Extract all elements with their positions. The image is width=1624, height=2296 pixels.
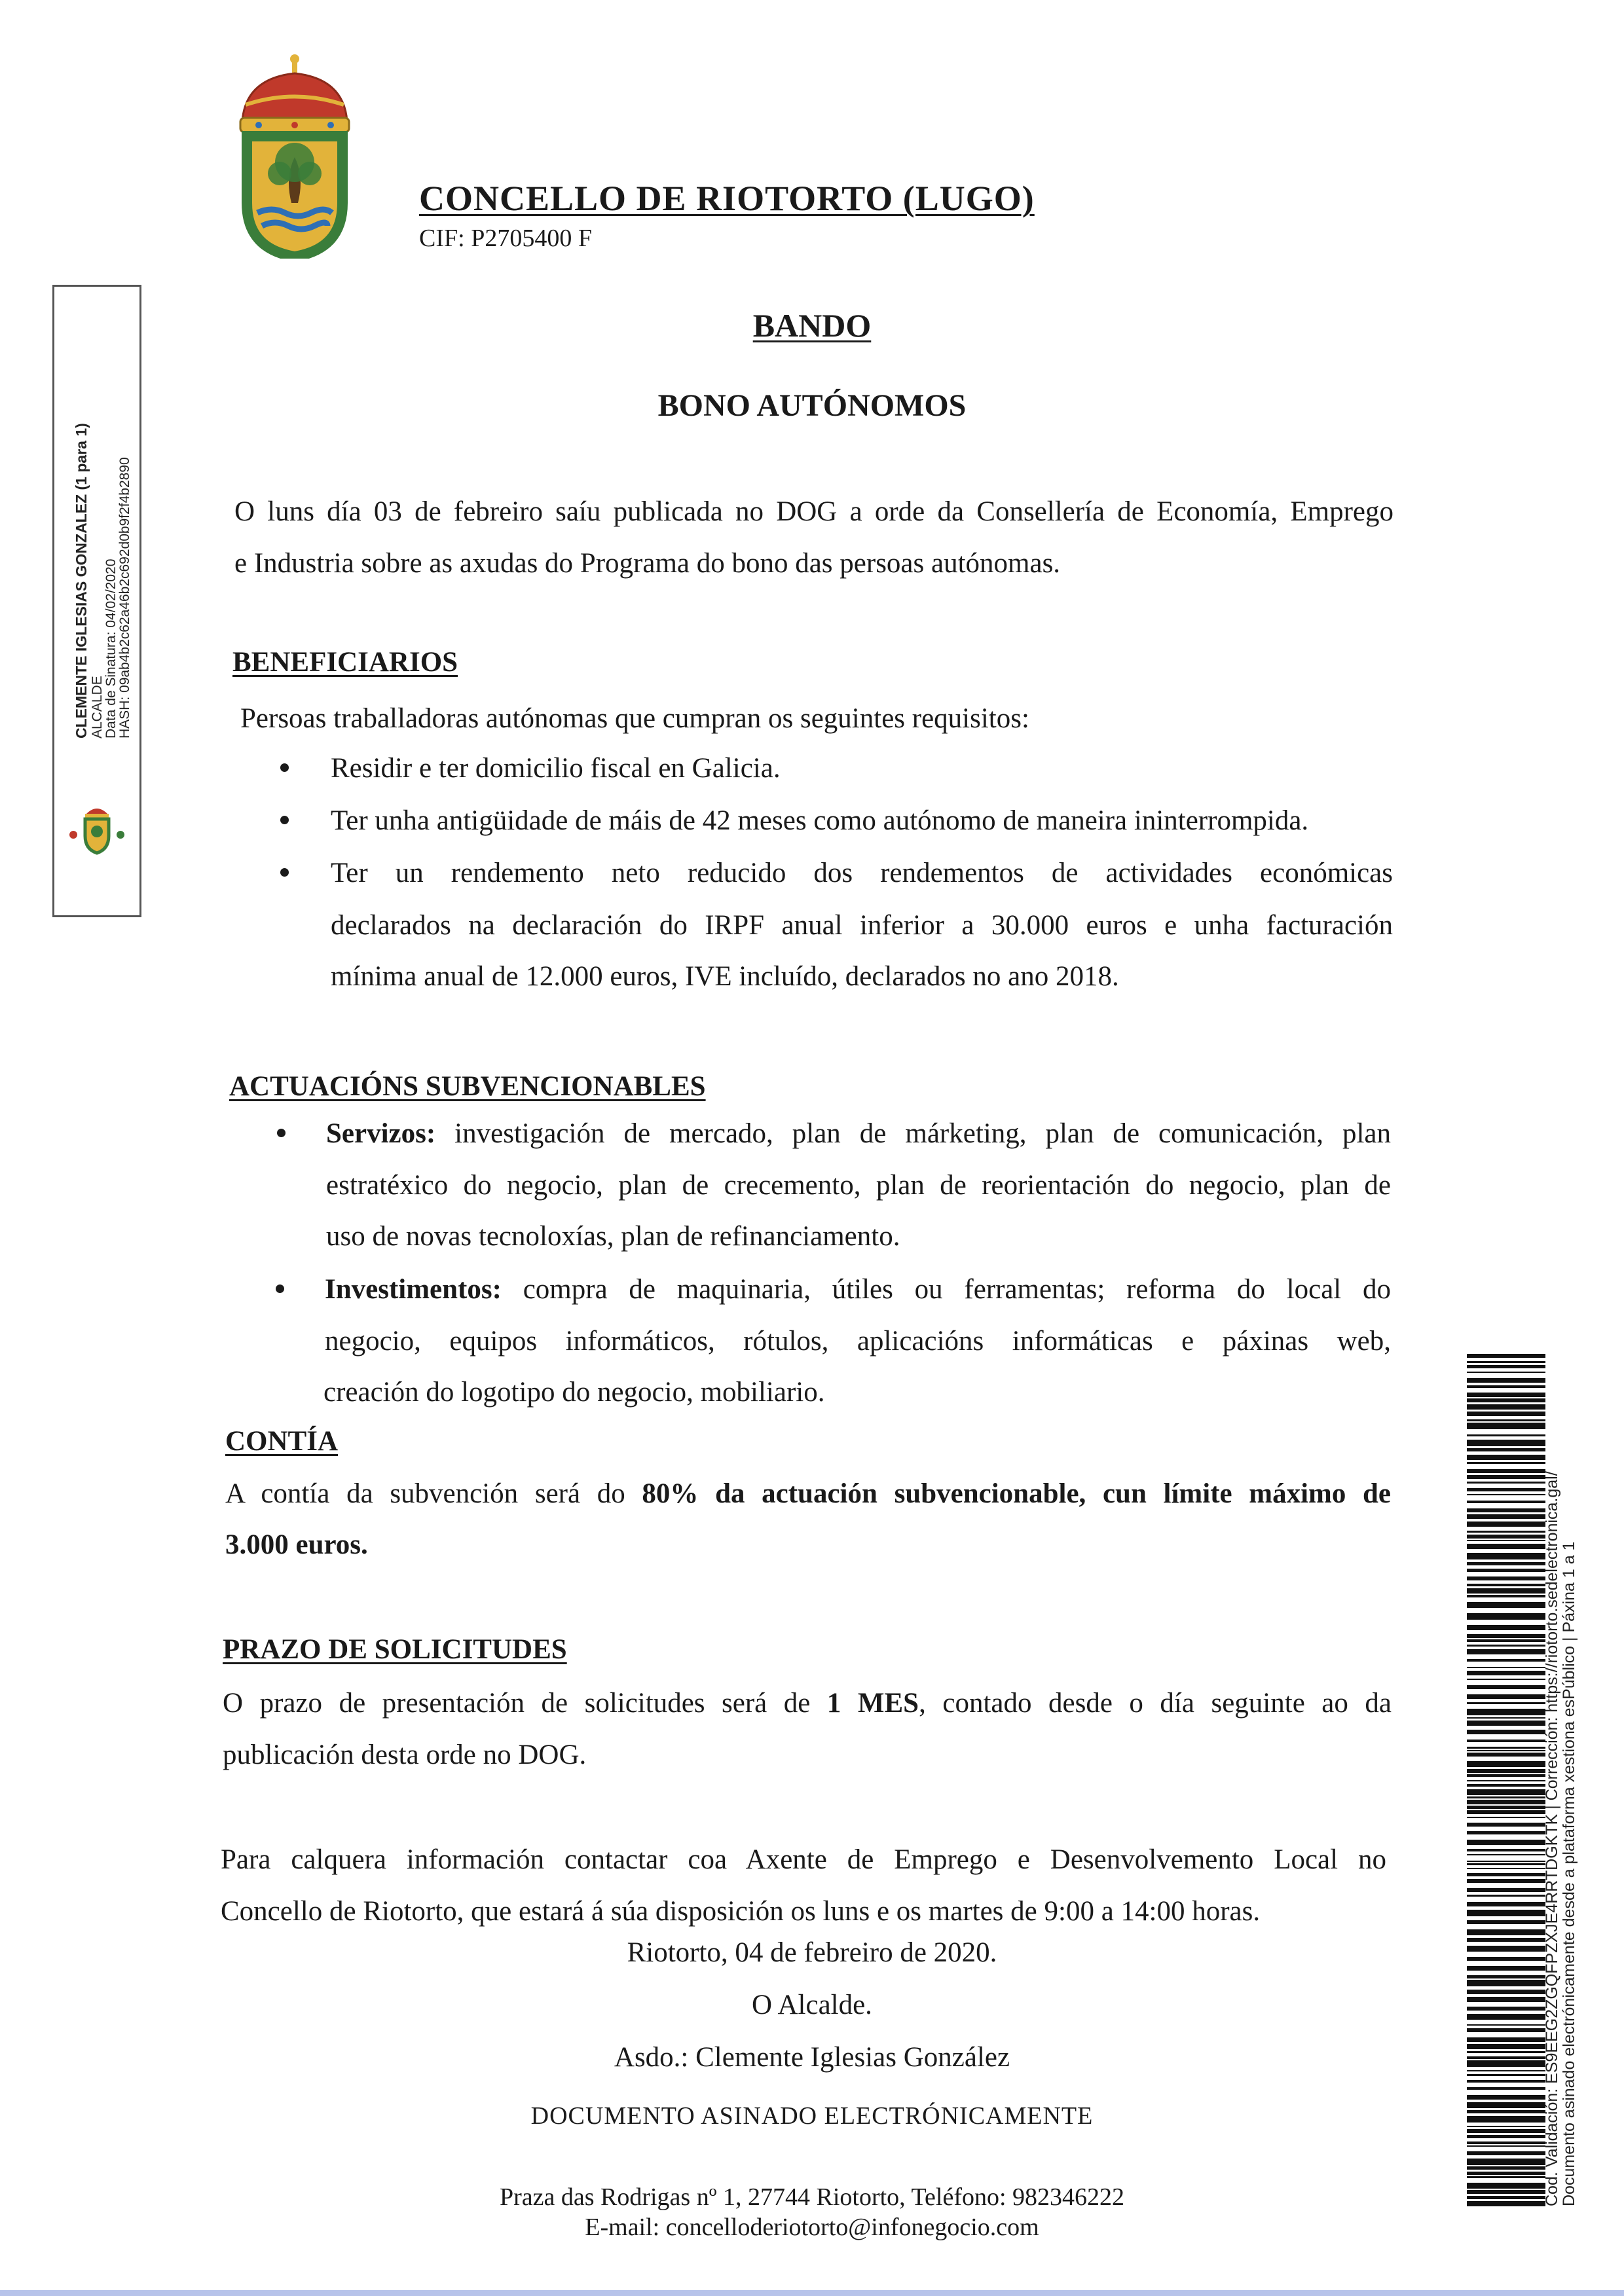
- barcode-bar: [1467, 2074, 1545, 2076]
- organization-cif: CIF: P2705400 F: [419, 225, 592, 252]
- contia-bold-text: 80% da actuación subvencionable, cun límite máximo de: [642, 1478, 1392, 1509]
- requirement-item: Ter unha antigüidade de máis de 42 meses como autónomo de maneira ininterrompida.: [331, 805, 1309, 836]
- barcode-bar: [1467, 1694, 1545, 1699]
- barcode-bar: [1467, 1800, 1545, 1804]
- barcode-bar: [1467, 1863, 1545, 1865]
- barcode-bar: [1467, 1840, 1545, 1845]
- barcode-bar: [1467, 1975, 1545, 1978]
- signer-stamp-date: Data de Sinatura: 04/02/2020: [103, 558, 119, 738]
- barcode-bar: [1467, 2087, 1545, 2090]
- beneficiarios-heading: BENEFICIARIOS: [232, 647, 458, 678]
- document-title: BANDO: [752, 307, 872, 344]
- barcode-bar: [1467, 2126, 1545, 2127]
- barcode-bar: [1467, 1946, 1545, 1952]
- prazo-text-after: , contado desde o día seguinte ao da: [919, 1688, 1392, 1719]
- investimentos-text: compra de maquinaria, útiles ou ferramentas; reforma do local do: [523, 1274, 1391, 1305]
- intro-line-1: O luns día 03 de febreiro saíu publicada no DOG a orde da Consellería de Economía, Emprego: [234, 496, 1393, 527]
- barcode-bar: [1467, 1544, 1545, 1549]
- barcode-bar: [1467, 1861, 1545, 1862]
- signer-role: O Alcalde.: [752, 1990, 872, 2020]
- signer-stamp-role: ALCALDE: [90, 676, 105, 738]
- barcode-bar: [1467, 1553, 1545, 1559]
- bullet-icon: [276, 1285, 284, 1293]
- barcode-bar: [1467, 1806, 1545, 1809]
- barcode-bar: [1467, 1702, 1545, 1704]
- barcode-bar: [1467, 1531, 1545, 1533]
- barcode-bar: [1467, 1625, 1545, 1630]
- requirement-item: Residir e ter domicilio fiscal en Galicia.: [331, 753, 781, 784]
- barcode-bar: [1467, 1780, 1545, 1781]
- barcode-bar: [1467, 2135, 1545, 2138]
- barcode-bar: [1467, 1361, 1545, 1363]
- requirement-item-line: mínima anual de 12.000 euros, IVE incluído, declarados no ano 2018.: [331, 961, 1119, 992]
- signer-stamp-hash: HASH: 09ab4b2c62a46b2c692d0b9f2f4b2890: [117, 457, 132, 738]
- barcode-bar: [1467, 1576, 1545, 1580]
- barcode-bar: [1467, 2102, 1545, 2108]
- barcode-bar: [1467, 1569, 1545, 1572]
- barcode-bar: [1467, 2172, 1545, 2175]
- barcode-bar: [1467, 1588, 1545, 1594]
- barcode-bar: [1467, 1789, 1545, 1795]
- validation-code-line-1: Cod. Validación: ES9EEG2ZGQFPZXJE4RRTDGKTK | Corrección: https://riotorto.sedelectronica.gal/: [1543, 1471, 1561, 2206]
- validation-barcode: [1467, 1354, 1545, 2206]
- barcode-bar: [1467, 1602, 1545, 1608]
- barcode-bar: [1467, 1717, 1545, 1719]
- barcode-bar: [1467, 1494, 1545, 1495]
- contia-line-2: 3.000 euros.: [225, 1529, 368, 1560]
- barcode-bar: [1467, 1810, 1545, 1814]
- barcode-bar: [1467, 1769, 1545, 1773]
- barcode-bar: [1467, 1761, 1545, 1767]
- barcode-bar: [1467, 1488, 1545, 1491]
- barcode-bar: [1467, 1434, 1545, 1436]
- barcode-bar: [1467, 1649, 1545, 1654]
- barcode-bar: [1467, 1419, 1545, 1421]
- investimentos-label: Investimentos:: [325, 1274, 502, 1305]
- barcode-bar: [1467, 1423, 1545, 1429]
- barcode-bar: [1467, 2080, 1545, 2083]
- document-subtitle: BONO AUTÓNOMOS: [657, 388, 967, 423]
- barcode-bar: [1467, 2007, 1545, 2011]
- beneficiarios-lead: Persoas traballadoras autónomas que cumpran os seguintes requisitos:: [240, 703, 1029, 734]
- barcode-bar: [1467, 2051, 1545, 2053]
- barcode-bar: [1467, 1448, 1545, 1451]
- barcode-bar: [1467, 1584, 1545, 1586]
- barcode-bar: [1467, 1440, 1545, 1446]
- signer-name: Asdo.: Clemente Iglesias González: [614, 2042, 1010, 2073]
- barcode-bar: [1467, 1920, 1545, 1924]
- barcode-bar: [1467, 1613, 1545, 1620]
- barcode-bar: [1467, 1378, 1545, 1383]
- barcode-bar: [1467, 1540, 1545, 1541]
- barcode-bar: [1467, 1659, 1545, 1662]
- barcode-bar: [1467, 1671, 1545, 1675]
- barcode-bar: [1467, 1535, 1545, 1539]
- barcode-bar: [1467, 1475, 1545, 1479]
- barcode-bar: [1467, 2056, 1545, 2059]
- barcode-bar: [1467, 2070, 1545, 2071]
- barcode-bar: [1467, 1455, 1545, 1460]
- barcode-bar: [1467, 2129, 1545, 2133]
- barcode-bar: [1467, 1868, 1545, 1869]
- barcode-bar: [1467, 1873, 1545, 1876]
- barcode-bar: [1467, 1990, 1545, 1994]
- intro-line-2: e Industria sobre as axudas do Programa do bono das persoas autónomas.: [234, 548, 1061, 579]
- page-bottom-edge: [0, 2290, 1624, 2296]
- barcode-bar: [1467, 1562, 1545, 1565]
- barcode-bar: [1467, 2060, 1545, 2067]
- prazo-text: O prazo de presentación de solicitudes será de: [223, 1688, 827, 1719]
- barcode-bar: [1467, 1910, 1545, 1916]
- servizos-line-2: estratéxico do negocio, plan de crecemento, plan de reorientación do negocio, plan de: [326, 1170, 1391, 1201]
- barcode-bar: [1467, 1501, 1545, 1503]
- barcode-bar: [1467, 1385, 1545, 1388]
- contia-heading: CONTÍA: [225, 1426, 339, 1457]
- barcode-bar: [1467, 2095, 1545, 2100]
- barcode-bar: [1467, 1645, 1545, 1647]
- footer-email: E-mail: concelloderiotorto@infonegocio.com: [585, 2214, 1039, 2241]
- barcode-bar: [1467, 2044, 1545, 2049]
- barcode-bar: [1467, 1522, 1545, 1527]
- barcode-bar: [1467, 1784, 1545, 1787]
- contia-line-1: [225, 1468, 1391, 1520]
- barcode-bar: [1467, 2176, 1545, 2178]
- signature-stamp-text: [60, 411, 139, 752]
- barcode-bar: [1467, 1823, 1545, 1827]
- barcode-bar: [1467, 1709, 1545, 1715]
- barcode-bar: [1467, 2151, 1545, 2155]
- barcode-bar: [1467, 1398, 1545, 1402]
- servizos-line-1: [326, 1108, 1391, 1159]
- servizos-line-3: uso de novas tecnoloxías, plan de refinanciamento.: [326, 1221, 900, 1252]
- barcode-bar: [1467, 1774, 1545, 1777]
- barcode-bar: [1467, 1849, 1545, 1851]
- barcode-bar: [1467, 1372, 1545, 1373]
- signature-stamp-crest-icon: [60, 802, 134, 856]
- prazo-heading: PRAZO DE SOLICITUDES: [223, 1634, 567, 1665]
- barcode-bar: [1467, 2190, 1545, 2194]
- investimentos-line-1: [325, 1264, 1391, 1315]
- barcode-bar: [1467, 2201, 1545, 2206]
- barcode-bar: [1467, 2145, 1545, 2147]
- barcode-bar: [1467, 1957, 1545, 1961]
- barcode-bar: [1467, 1639, 1545, 1642]
- barcode-bar: [1467, 1404, 1545, 1410]
- barcode-bar: [1467, 2028, 1545, 2032]
- barcode-bar: [1467, 1469, 1545, 1473]
- barcode-bar: [1467, 1365, 1545, 1368]
- barcode-bar: [1467, 1929, 1545, 1935]
- info-line-2: Concello de Riotorto, que estará á súa disposición os luns e os martes de 9:00 a 14:00 horas.: [221, 1896, 1261, 1927]
- servizos-label: Servizos:: [326, 1118, 436, 1149]
- barcode-bar: [1467, 1831, 1545, 1834]
- prazo-bold-text: 1 MES: [826, 1688, 919, 1719]
- investimentos-line-3: creación do logotipo do negocio, mobiliario.: [323, 1377, 825, 1408]
- barcode-bar: [1467, 1721, 1545, 1726]
- barcode-bar: [1467, 1747, 1545, 1749]
- barcode-bar: [1467, 1462, 1545, 1464]
- barcode-bar: [1467, 2024, 1545, 2026]
- barcode-bar: [1467, 1730, 1545, 1734]
- bullet-icon: [280, 763, 289, 772]
- barcode-bar: [1467, 1997, 1545, 2002]
- barcode-bar: [1467, 2196, 1545, 2199]
- barcode-bar: [1467, 1740, 1545, 1742]
- barcode-bar: [1467, 2110, 1545, 2113]
- bullet-icon: [280, 816, 289, 824]
- barcode-bar: [1467, 1980, 1545, 1986]
- prazo-line-2: publicación desta orde no DOG.: [223, 1740, 587, 1770]
- place-and-date: Riotorto, 04 de febreiro de 2020.: [627, 1937, 997, 1968]
- info-line-1: Para calquera información contactar coa Axente de Emprego e Desenvolvemento Local no: [221, 1844, 1386, 1875]
- barcode-bar: [1467, 1514, 1545, 1519]
- electronic-signature-note: DOCUMENTO ASINADO ELECTRÓNICAMENTE: [530, 2102, 1094, 2130]
- barcode-bar: [1467, 1634, 1545, 1638]
- barcode-bar: [1467, 1667, 1545, 1668]
- barcode-bar: [1467, 1508, 1545, 1512]
- organization-name: CONCELLO DE RIOTORTO (LUGO): [419, 179, 1035, 218]
- bullet-icon: [280, 868, 289, 877]
- bullet-icon: [277, 1129, 286, 1137]
- barcode-bar: [1467, 1966, 1545, 1971]
- barcode-bar: [1467, 1685, 1545, 1689]
- barcode-bar: [1467, 1393, 1545, 1397]
- barcode-bar: [1467, 2141, 1545, 2144]
- servizos-text: investigación de mercado, plan de márketing, plan de comunicación, plan: [454, 1118, 1392, 1149]
- barcode-bar: [1467, 1354, 1545, 1358]
- barcode-bar: [1467, 1679, 1545, 1680]
- barcode-bar: [1467, 2166, 1545, 2170]
- validation-code-line-2: Documento asinado electrónicamente desde a plataforma xestiona esPúblico | Páxina 1 a 1: [1560, 1541, 1578, 2206]
- barcode-bar: [1467, 1482, 1545, 1484]
- barcode-bar: [1467, 1938, 1545, 1942]
- footer-address: Praza das Rodrigas nº 1, 27744 Riotorto, Teléfono: 982346222: [499, 2183, 1125, 2211]
- barcode-bar: [1467, 1902, 1545, 1906]
- barcode-bar: [1467, 1412, 1545, 1416]
- requirement-item-line: Ter un rendemento neto reducido dos rendementos de actividades económicas: [331, 858, 1393, 888]
- contia-text: A contía da subvención será do: [225, 1478, 642, 1509]
- barcode-bar: [1467, 1796, 1545, 1798]
- barcode-bar: [1467, 2116, 1545, 2123]
- barcode-bar: [1467, 2037, 1545, 2042]
- validation-code-text: [1539, 1460, 1611, 2213]
- prazo-line-1: [223, 1677, 1392, 1729]
- requirement-item-line: declarados na declaración do IRPF anual inferior a 30.000 euros e unha facturación: [331, 910, 1393, 941]
- coat-of-arms-logo: [232, 52, 357, 259]
- barcode-bar: [1467, 2183, 1545, 2189]
- barcode-bar: [1467, 1879, 1545, 1883]
- barcode-bar: [1467, 1817, 1545, 1818]
- barcode-bar: [1467, 1854, 1545, 1855]
- barcode-bar: [1467, 2159, 1545, 2165]
- barcode-bar: [1467, 1753, 1545, 1757]
- actuacions-heading: ACTUACIÓNS SUBVENCIONABLES: [229, 1071, 706, 1102]
- barcode-bar: [1467, 1595, 1545, 1597]
- barcode-bar: [1467, 1888, 1545, 1892]
- barcode-bar: [1467, 2014, 1545, 2020]
- investimentos-line-2: negocio, equipos informáticos, rótulos, aplicacións informáticas e páxinas web,: [325, 1326, 1391, 1357]
- barcode-bar: [1467, 1895, 1545, 1897]
- barcode-bar: [1467, 1750, 1545, 1751]
- signer-stamp-name: CLEMENTE IGLESIAS GONZALEZ (1 para 1): [73, 423, 90, 738]
